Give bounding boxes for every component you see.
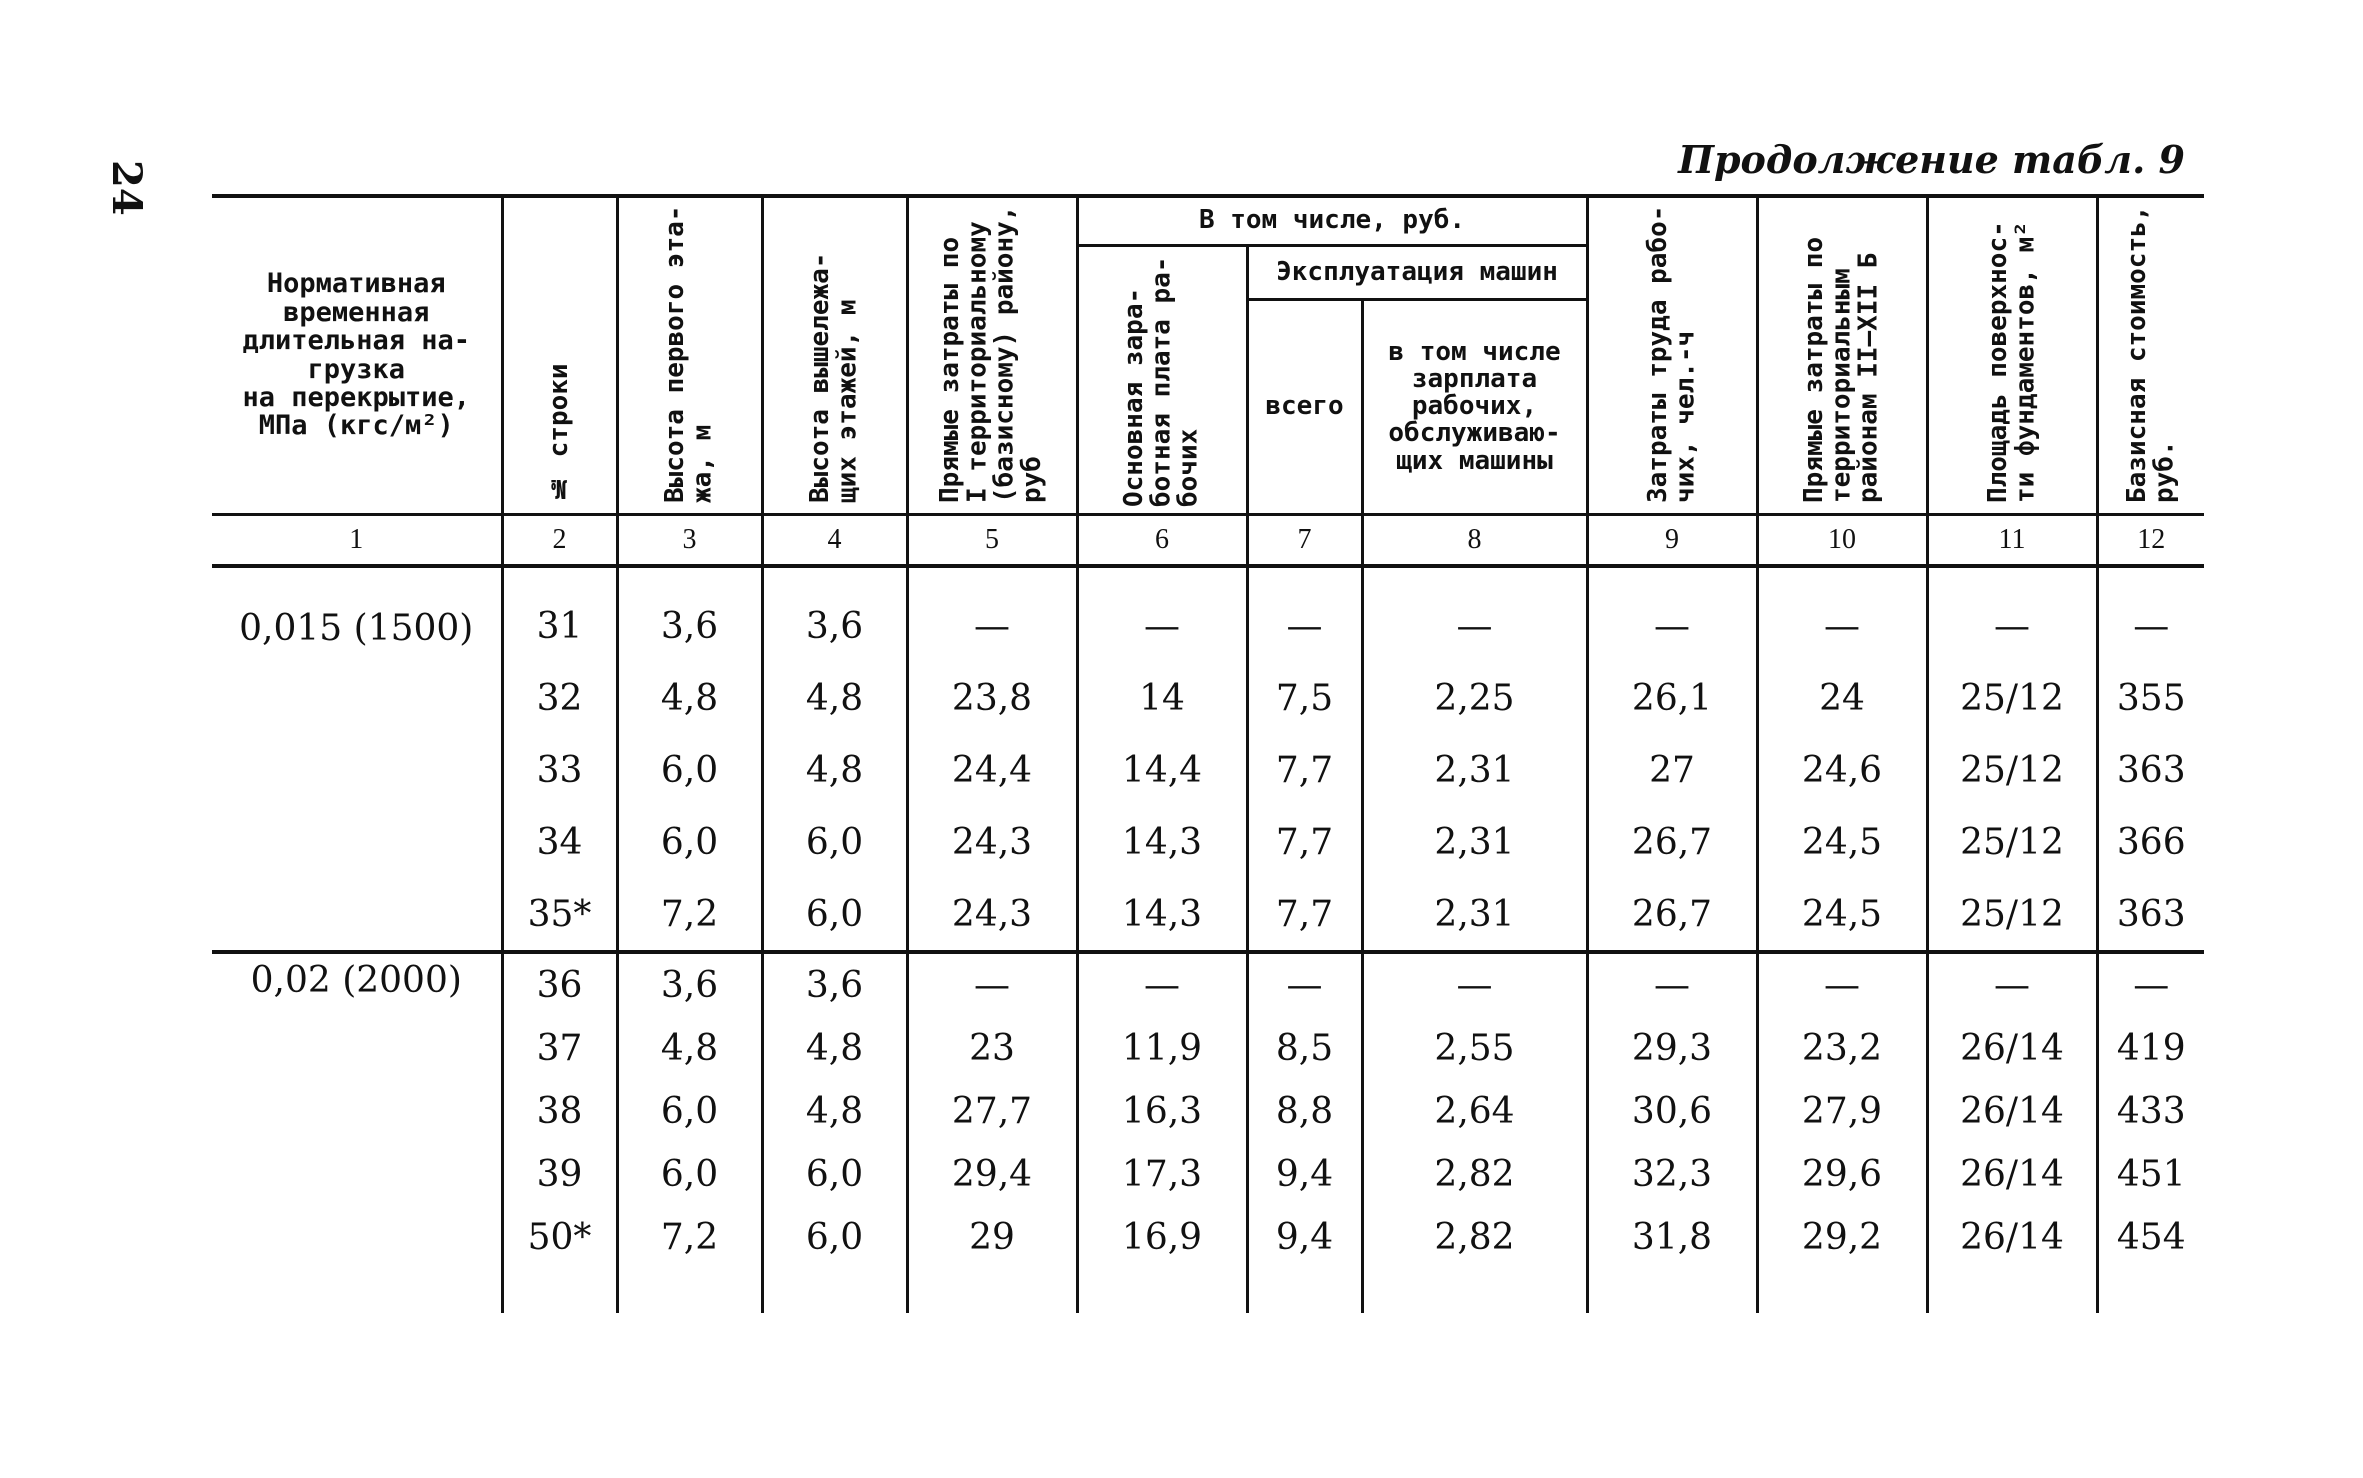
cell: 9,4 — [1247, 1143, 1362, 1206]
cell: 6,0 — [617, 734, 762, 806]
cell: 6,0 — [762, 1206, 907, 1269]
cell: 4,8 — [762, 734, 907, 806]
cell: 363 — [2097, 878, 2204, 952]
cell: 17,3 — [1077, 1143, 1247, 1206]
column-number: 8 — [1362, 515, 1587, 567]
cell: 33 — [502, 734, 617, 806]
cell: 3,6 — [762, 590, 907, 662]
cell: 26,7 — [1587, 806, 1757, 878]
column-number: 11 — [1927, 515, 2097, 567]
cell: 39 — [502, 1143, 617, 1206]
cell: — — [1247, 954, 1362, 1017]
page-number: 24 — [103, 160, 150, 216]
cost-table — [212, 194, 2204, 1313]
cell: 29,4 — [907, 1143, 1077, 1206]
header-base-wage: Основная зара- ботная плата ра- бочих — [1077, 246, 1247, 515]
cell: 3,6 — [617, 590, 762, 662]
cell: 6,0 — [617, 1080, 762, 1143]
cell: 32 — [502, 662, 617, 734]
cell: 7,7 — [1247, 878, 1362, 952]
column-number-row — [212, 515, 2204, 567]
cell: 23,2 — [1757, 1017, 1927, 1080]
cell: 26,7 — [1587, 878, 1757, 952]
column-number: 4 — [762, 515, 907, 567]
cell: 25/12 — [1927, 878, 2097, 952]
table-row — [212, 662, 2204, 734]
cell: 433 — [2097, 1080, 2204, 1143]
cell: 2,82 — [1362, 1206, 1587, 1269]
cell: 24 — [1757, 662, 1927, 734]
cell: 29,2 — [1757, 1206, 1927, 1269]
cell: 2,25 — [1362, 662, 1587, 734]
cell: 24,6 — [1757, 734, 1927, 806]
header-height-upper: Высота вышележа- щих этажей, м — [762, 196, 907, 515]
cell: 14,3 — [1077, 806, 1247, 878]
column-number: 9 — [1587, 515, 1757, 567]
cell: 8,8 — [1247, 1080, 1362, 1143]
cell: 27 — [1587, 734, 1757, 806]
cell: 6,0 — [762, 1143, 907, 1206]
cell: 8,5 — [1247, 1017, 1362, 1080]
cell: 3,6 — [617, 954, 762, 1017]
cell: 16,3 — [1077, 1080, 1247, 1143]
cell: 24,3 — [907, 806, 1077, 878]
table-row — [212, 1080, 2204, 1143]
header-incl-wage: в том числе зарплата рабочих, обслуживаю- щих машины — [1362, 299, 1587, 514]
cell: — — [907, 954, 1077, 1017]
column-number: 3 — [617, 515, 762, 567]
cell: 31,8 — [1587, 1206, 1757, 1269]
column-number: 5 — [907, 515, 1077, 567]
cell: 7,2 — [617, 878, 762, 952]
cell: 24,5 — [1757, 806, 1927, 878]
header-height-first: Высота первого эта- жа, м — [617, 196, 762, 515]
cell: 366 — [2097, 806, 2204, 878]
cell: — — [1757, 954, 1927, 1017]
cell: — — [1077, 954, 1247, 1017]
header-total: всего — [1247, 299, 1362, 514]
cell: — — [1587, 590, 1757, 662]
cell: 9,4 — [1247, 1206, 1362, 1269]
header-incl-group: В том числе, руб. — [1077, 196, 1587, 246]
cell: — — [2097, 590, 2204, 662]
cell: 14,4 — [1077, 734, 1247, 806]
cell: 36 — [502, 954, 617, 1017]
load-value: 0,015 (1500) — [239, 608, 474, 649]
header-row-no: № строки — [502, 196, 617, 515]
cell: 26/14 — [1927, 1143, 2097, 1206]
cell: 2,64 — [1362, 1080, 1587, 1143]
cell: 31 — [502, 590, 617, 662]
cell: 7,2 — [617, 1206, 762, 1269]
cell: 4,8 — [762, 662, 907, 734]
cell: 419 — [2097, 1017, 2204, 1080]
cell: 11,9 — [1077, 1017, 1247, 1080]
cell: — — [1362, 954, 1587, 1017]
load-value: 0,02 (2000) — [250, 960, 462, 1001]
cell: 29,6 — [1757, 1143, 1927, 1206]
cell: 14,3 — [1077, 878, 1247, 952]
cell: 355 — [2097, 662, 2204, 734]
cell: 6,0 — [762, 806, 907, 878]
cell: 4,8 — [617, 662, 762, 734]
cell: — — [1927, 954, 2097, 1017]
cell: 23 — [907, 1017, 1077, 1080]
cell: 14 — [1077, 662, 1247, 734]
cell: 2,82 — [1362, 1143, 1587, 1206]
cell: — — [1077, 590, 1247, 662]
table-continuation-title: Продолжение табл. 9 — [1678, 137, 2185, 182]
cell: 35* — [502, 878, 617, 952]
header-direct-costs-1: Прямые затраты по I территориальному (базисному) району, руб — [907, 196, 1077, 515]
column-number: 7 — [1247, 515, 1362, 567]
cell: 4,8 — [762, 1080, 907, 1143]
table-row — [212, 1206, 2204, 1269]
cell: 3,6 — [762, 954, 907, 1017]
cell: 4,8 — [762, 1017, 907, 1080]
column-number: 12 — [2097, 515, 2204, 567]
table-row — [212, 590, 2204, 662]
cell: 4,8 — [617, 1017, 762, 1080]
header-direct-costs-2-12: Прямые затраты по территориальным районам II—XII Б — [1757, 196, 1927, 515]
cell: 27,7 — [907, 1080, 1077, 1143]
cell: — — [1587, 954, 1757, 1017]
table-row — [212, 1017, 2204, 1080]
cell: — — [1757, 590, 1927, 662]
cell: 451 — [2097, 1143, 2204, 1206]
cell: 24,5 — [1757, 878, 1927, 952]
cell: 24,4 — [907, 734, 1077, 806]
cell: 38 — [502, 1080, 617, 1143]
column-number: 10 — [1757, 515, 1927, 567]
cell: 24,3 — [907, 878, 1077, 952]
table-row — [212, 878, 2204, 952]
cell: 363 — [2097, 734, 2204, 806]
cell: 50* — [502, 1206, 617, 1269]
table-row — [212, 734, 2204, 806]
cell: 30,6 — [1587, 1080, 1757, 1143]
table-row — [212, 1143, 2204, 1206]
cell: 26,1 — [1587, 662, 1757, 734]
header-load: Нормативная временная длительная на- грузка на перекрытие, МПа (кгс/м²) — [212, 196, 502, 515]
cell: 26/14 — [1927, 1080, 2097, 1143]
cell: 29,3 — [1587, 1017, 1757, 1080]
cell: 7,7 — [1247, 734, 1362, 806]
cell: 2,31 — [1362, 806, 1587, 878]
header-foundation-area: Площадь поверхнос- ти фундаментов, м² — [1927, 196, 2097, 515]
header-machine-group: Эксплуатация машин — [1247, 246, 1587, 300]
cell: 23,8 — [907, 662, 1077, 734]
cell: 27,9 — [1757, 1080, 1927, 1143]
cell: 25/12 — [1927, 662, 2097, 734]
cell: 454 — [2097, 1206, 2204, 1269]
cell: 16,9 — [1077, 1206, 1247, 1269]
cell: 7,5 — [1247, 662, 1362, 734]
cell: — — [907, 590, 1077, 662]
cell: 29 — [907, 1206, 1077, 1269]
cell: 25/12 — [1927, 806, 2097, 878]
header-base-cost: Базисная стоимость, руб. — [2097, 196, 2204, 515]
cell: 7,7 — [1247, 806, 1362, 878]
cell: 25/12 — [1927, 734, 2097, 806]
cell: 2,55 — [1362, 1017, 1587, 1080]
cell: 6,0 — [617, 806, 762, 878]
cell: 26/14 — [1927, 1017, 2097, 1080]
cell: — — [1927, 590, 2097, 662]
header-labor: Затраты труда рабо- чих, чел.-ч — [1587, 196, 1757, 515]
cell: 34 — [502, 806, 617, 878]
cell: 32,3 — [1587, 1143, 1757, 1206]
cell: — — [1362, 590, 1587, 662]
cell: 37 — [502, 1017, 617, 1080]
cell: 6,0 — [617, 1143, 762, 1206]
table-row — [212, 954, 2204, 1017]
column-number: 2 — [502, 515, 617, 567]
column-number: 6 — [1077, 515, 1247, 567]
cell: 2,31 — [1362, 734, 1587, 806]
cell: 6,0 — [762, 878, 907, 952]
column-number: 1 — [212, 515, 502, 567]
cell: — — [1247, 590, 1362, 662]
cell: 26/14 — [1927, 1206, 2097, 1269]
cell: 2,31 — [1362, 878, 1587, 952]
cell: — — [2097, 954, 2204, 1017]
table-row — [212, 806, 2204, 878]
